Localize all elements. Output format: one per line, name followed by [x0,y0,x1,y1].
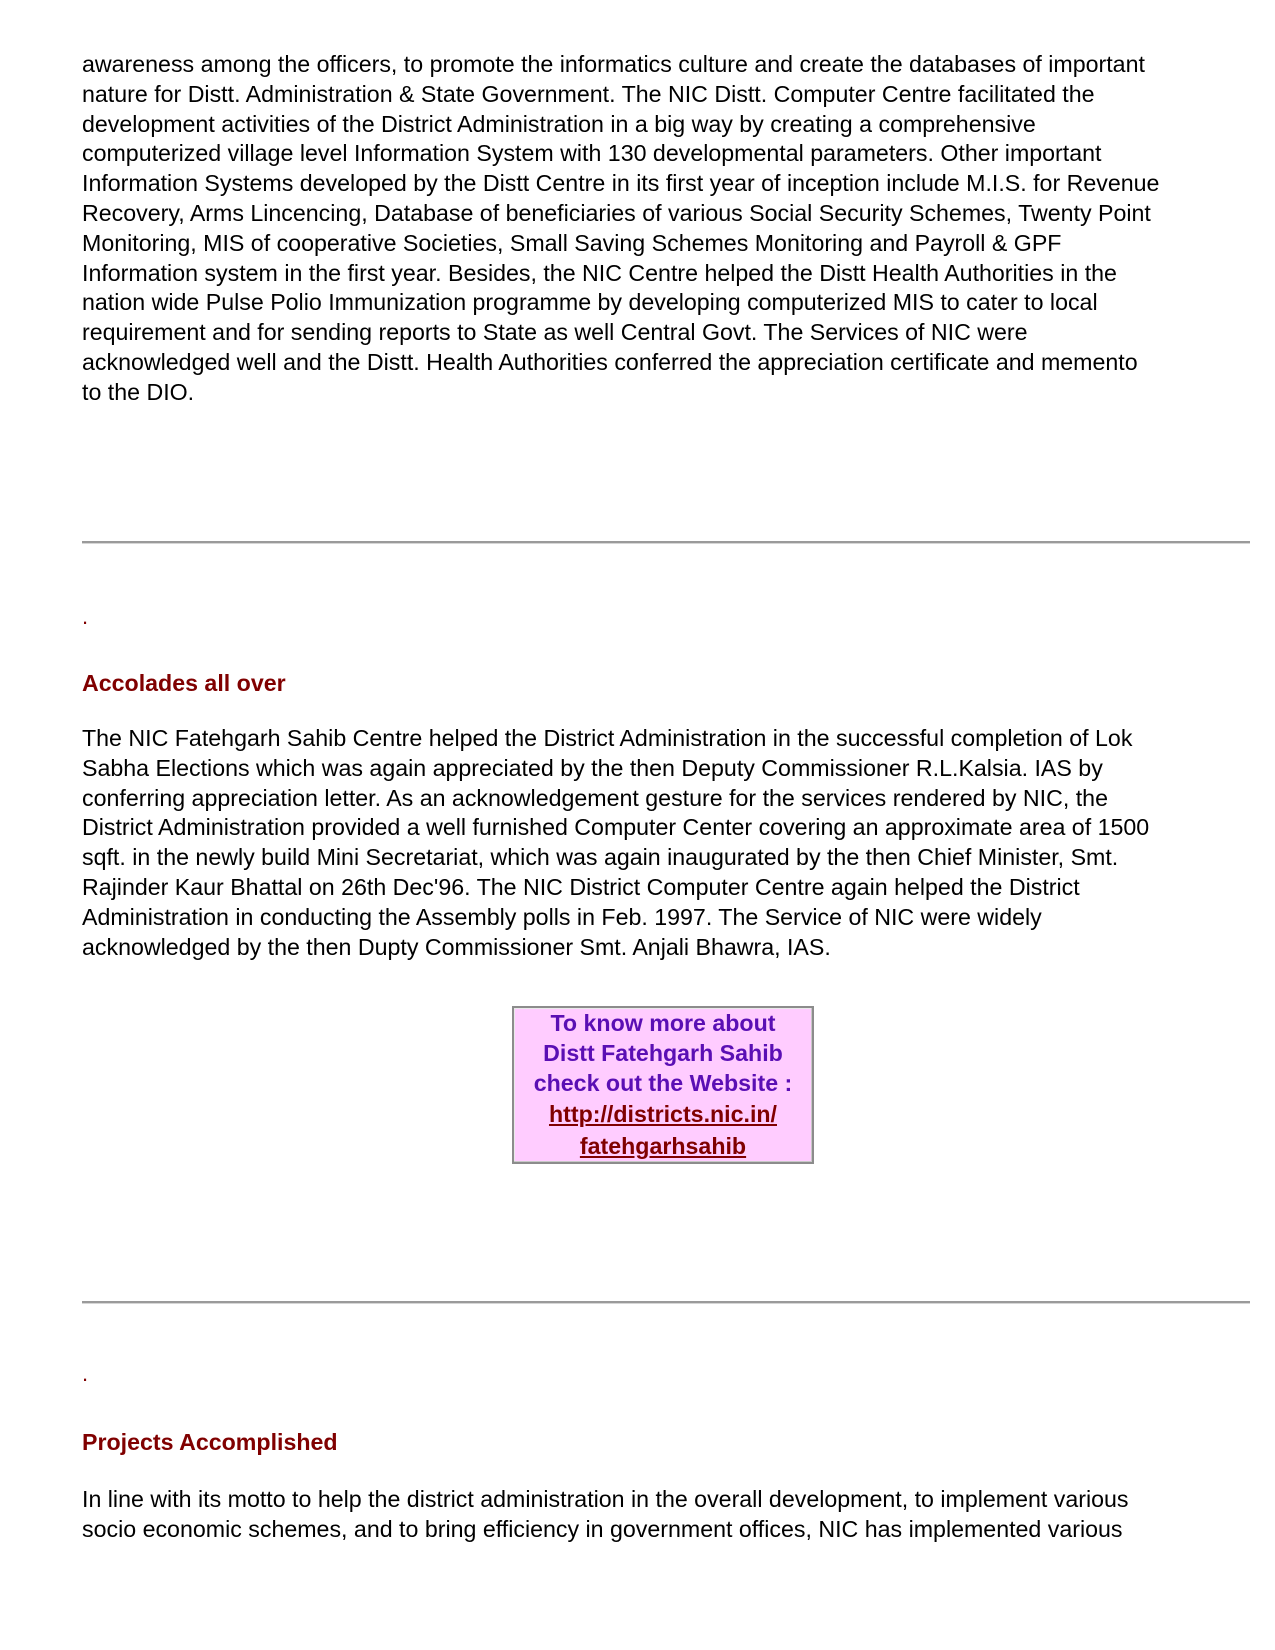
info-box-line: Distt Fatehgarh Sahib [543,1040,783,1066]
text-line: computerized village level Information System with 130 developmental parameters. Other important [82,140,1102,167]
text-line: In line with its motto to help the district administration in the overall development, to implement various [82,1486,1129,1512]
website-info-box [512,1006,814,1164]
text-line: conferring appreciation letter. As an acknowledgement gesture for the services rendered by NIC, the [82,784,1108,811]
text-line: awareness among the officers, to promote the informatics culture and create the databases of important [82,51,1145,77]
text-line: Sabha Elections which was again appreciated by the then Deputy Commissioner R.L.Kalsia. IAS by [82,754,1103,781]
horizontal-divider [82,541,1250,544]
text-line: Information Systems developed by the Distt Centre in its first year of inception include M.I.S. for Revenue [82,170,1160,197]
text-line: sqft. in the newly build Mini Secretariat, which was again inaugurated by the then Chief Minister, Smt. [82,844,1119,871]
anchor-dot: . [82,1361,89,1386]
section-heading-accolades: Accolades all over [82,670,286,696]
website-link[interactable] [514,1098,812,1162]
text-line: Rajinder Kaur Bhattal on 26th Dec'96. The NIC District Computer Centre again helped the District [82,873,1080,900]
text-line: District Administration provided a well furnished Computer Center covering an approximate area of 1500 [82,814,1150,841]
projects-paragraph [82,1485,1252,1545]
text-line: socio economic schemes, and to bring efficiency in government offices, NIC has implemented various [82,1515,1123,1542]
intro-paragraph [82,50,1252,408]
info-box-line: check out the Website : [533,1070,793,1096]
text-line: development activities of the District Administration in a big way by creating a comprehensive [82,110,1036,137]
anchor-dot: . [82,604,89,629]
text-line: acknowledged well and the Distt. Health Authorities conferred the appreciation certificate and memento [82,348,1138,375]
accolades-paragraph [82,724,1252,962]
website-link-part[interactable]: http://districts.nic.in/ [548,1101,777,1127]
text-line: Administration in conducting the Assembly polls in Feb. 1997. The Service of NIC were widely [82,903,1042,930]
text-line: requirement and for sending reports to State as well Central Govt. The Services of NIC were [82,319,1028,346]
website-link-part[interactable]: fatehgarhsahib [579,1133,747,1159]
text-line: Information system in the first year. Besides, the NIC Centre helped the Distt Health Authorities in the [82,259,1117,286]
text-line: nature for Distt. Administration & State Government. The NIC Distt. Computer Centre facilitated the [82,80,1095,107]
text-line: Monitoring, MIS of cooperative Societies, Small Saving Schemes Monitoring and Payroll & GPF [82,229,1062,256]
text-line: to the DIO. [82,378,195,405]
text-line: The NIC Fatehgarh Sahib Centre helped the District Administration in the successful completion of Lok [82,725,1133,751]
text-line: nation wide Pulse Polio Immunization programme by developing computerized MIS to cater to local [82,289,1098,316]
text-line: acknowledged by the then Dupty Commissioner Smt. Anjali Bhawra, IAS. [82,933,831,960]
horizontal-divider [82,1301,1250,1304]
info-box-line: To know more about [550,1010,776,1036]
section-heading-projects: Projects Accomplished [82,1429,338,1455]
text-line: Recovery, Arms Lincencing, Database of beneficiaries of various Social Security Schemes, Twenty Point [82,199,1151,226]
